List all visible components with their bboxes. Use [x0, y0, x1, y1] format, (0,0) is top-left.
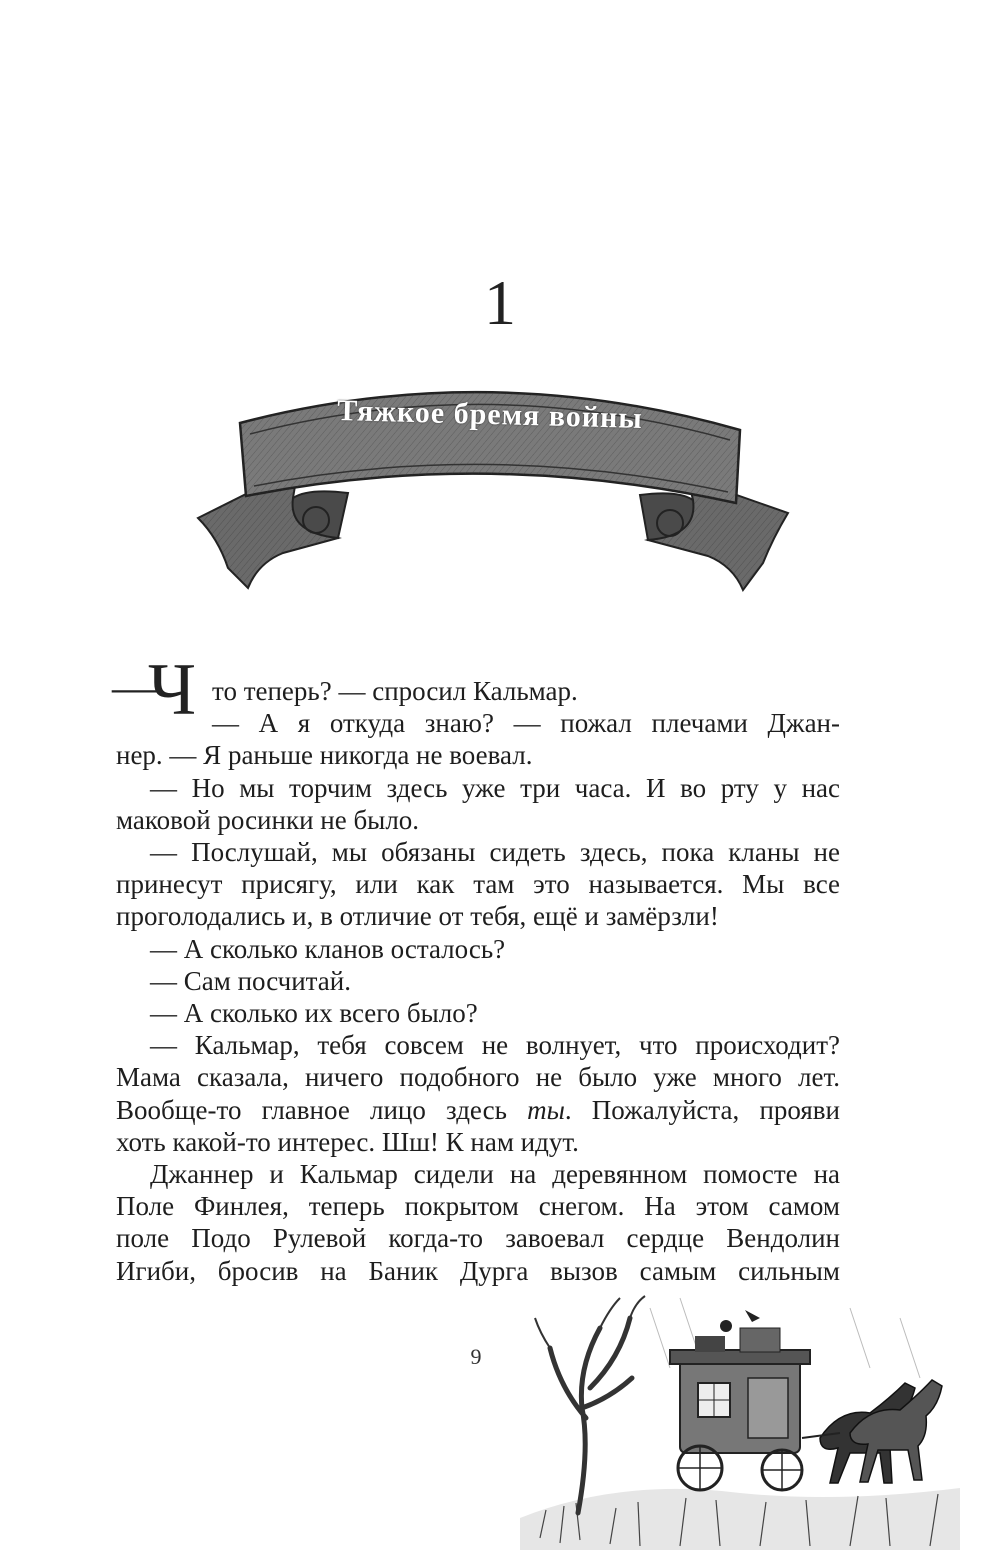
body-text	[116, 675, 840, 1287]
horse-carriage-illustration-icon	[520, 1288, 960, 1550]
text-line: Поле Финлея, теперь покрытом снегом. На этом самом	[116, 1191, 840, 1222]
text-line: Мама сказала, ничего подобного не было уже много лет.	[116, 1062, 840, 1093]
dropcap-dash: —	[112, 661, 158, 712]
text-line: — Кальмар, тебя совсем не волнует, что происходит?	[150, 1030, 840, 1061]
text-line: — А сколько их всего было?	[150, 998, 478, 1029]
page-number: 9	[470, 1344, 482, 1369]
text-line: — Но мы торчим здесь уже три часа. И во рту у нас	[150, 772, 840, 803]
text-line: принесут присягу, или как там это называется. Мы все	[116, 869, 840, 900]
text-line: хоть какой-то интерес. Шш! К нам идут.	[116, 1126, 579, 1157]
text-fragment: . Пожалуйста, прояви	[564, 1094, 840, 1125]
emphasis-word: ты	[527, 1094, 565, 1125]
text-line: — А сколько кланов осталось?	[150, 933, 506, 964]
text-line: нер. — Я раньше никогда не воевал.	[116, 740, 533, 771]
text-line: Игиби, бросив на Баник Дурга вызов самым сильным	[116, 1255, 840, 1286]
chapter-number: 1	[484, 267, 516, 338]
text-line	[116, 1094, 840, 1126]
dropcap-letter: Ч	[148, 649, 197, 731]
text-line: — Послушай, мы обязаны сидеть здесь, пока кланы не	[150, 837, 840, 868]
text-line: то теперь? — спросил Кальмар.	[212, 676, 578, 706]
text-line: поле Подо Рулевой когда-то завоевал сердце Вендолин	[116, 1223, 840, 1254]
text-line: Джаннер и Кальмар сидели на деревянном помосте на	[150, 1159, 840, 1190]
chapter-title: Тяжкое бремя войны	[336, 394, 644, 435]
text-line: проголодались и, в отличие от тебя, ещё и замёрзли!	[116, 901, 719, 932]
text-fragment: Вообще-то главное лицо здесь	[116, 1094, 528, 1125]
text-line: — Сам посчитай.	[150, 965, 351, 996]
text-line: — А я откуда знаю? — пожал плечами Джан-	[212, 708, 840, 739]
text-line: маковой росинки не было.	[116, 804, 420, 835]
